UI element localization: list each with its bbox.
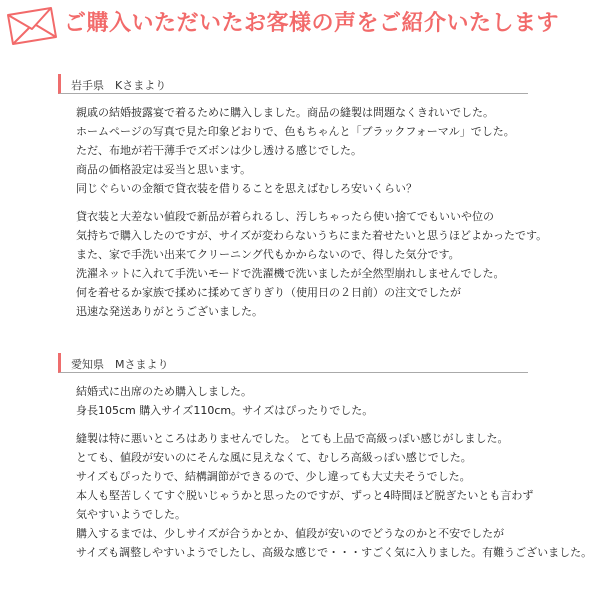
review-line: 親戚の結婚披露宴で着るために購入しました。商品の縫製は問題なくきれいでした。 bbox=[76, 106, 494, 119]
review-line: サイズもぴったりで、結構調節ができるので、少し違っても大丈夫そうでした。 bbox=[76, 470, 471, 483]
review-body bbox=[58, 94, 548, 321]
review-line: 本人も堅苦しくてすぐ脱いじゃうかと思ったのですが、ずっと4時間ほど脱ぎたいとも言わず bbox=[76, 489, 534, 502]
review-line: また、家で手洗い出来てクリーニング代もかからないので、得した気分です。 bbox=[76, 248, 460, 261]
page-header bbox=[0, 0, 600, 52]
review-line: 迅速な発送ありがとうございました。 bbox=[76, 305, 263, 318]
review-line: サイズも調整しやすいようでしたし、高級な感じで・・・すごく気に入りました。有難うございました。 bbox=[76, 546, 593, 559]
review-line: 何を着せるか家族で揉めに揉めてぎりぎり（使用日の２日前）の注文でしたが bbox=[76, 286, 461, 299]
review-paragraph bbox=[76, 207, 548, 321]
review-line: 貸衣装と大差ない値段で新品が着られるし、汚しちゃったら使い捨てでもいいや位の bbox=[76, 210, 494, 223]
review-card bbox=[58, 353, 593, 571]
review-line: 商品の価格設定は妥当と思います。 bbox=[76, 163, 252, 176]
envelope-icon bbox=[5, 4, 59, 48]
review-author-heading bbox=[58, 74, 528, 94]
review-line: ホームページの写真で見た印象どおりで、色もちゃんと「ブラックフォーマル」でした。 bbox=[76, 125, 515, 138]
review-line: 縫製は特に悪いところはありませんでした。 とても上品で高級っぽい感じがしました。 bbox=[76, 432, 509, 445]
review-author: 岩手県 Kさまより bbox=[71, 79, 167, 92]
review-line: 結婚式に出席のため購入しました。 bbox=[76, 385, 252, 398]
review-line: 気やすいようでした。 bbox=[76, 508, 186, 521]
review-line: 購入するまでは、少しサイズが合うかとか、値段が安いのでどうなのかと不安でしたが bbox=[76, 527, 505, 540]
review-author: 愛知県 Mさまより bbox=[71, 358, 169, 371]
review-card bbox=[58, 74, 548, 330]
review-body bbox=[58, 373, 593, 562]
review-paragraph bbox=[76, 103, 528, 198]
review-line: 気持ちで購入したのですが、サイズが変わらないうちにまた着せたいと思うほどよかったです。 bbox=[76, 229, 548, 242]
review-line: とても、値段が安いのにそんな風に見えなくて、むしろ高級っぽい感じでした。 bbox=[76, 451, 472, 464]
page-title: ご購入いただいたお客様の声をご紹介いたします bbox=[64, 11, 560, 36]
review-line: 同じぐらいの金額で貸衣装を借りることを思えばむしろ安いくらい？ bbox=[76, 182, 417, 195]
review-line: 身長105cm 購入サイズ110cm。サイズはぴったりでした。 bbox=[76, 404, 374, 417]
review-line: ただ、布地が若干薄手でズボンは少し透ける感じでした。 bbox=[76, 144, 362, 157]
review-paragraph bbox=[76, 429, 593, 562]
review-author-heading bbox=[58, 353, 528, 373]
review-line: 洗濯ネットに入れて手洗いモードで洗濯機で洗いましたが全然型崩れしませんでした。 bbox=[76, 267, 505, 280]
review-paragraph bbox=[76, 382, 528, 420]
